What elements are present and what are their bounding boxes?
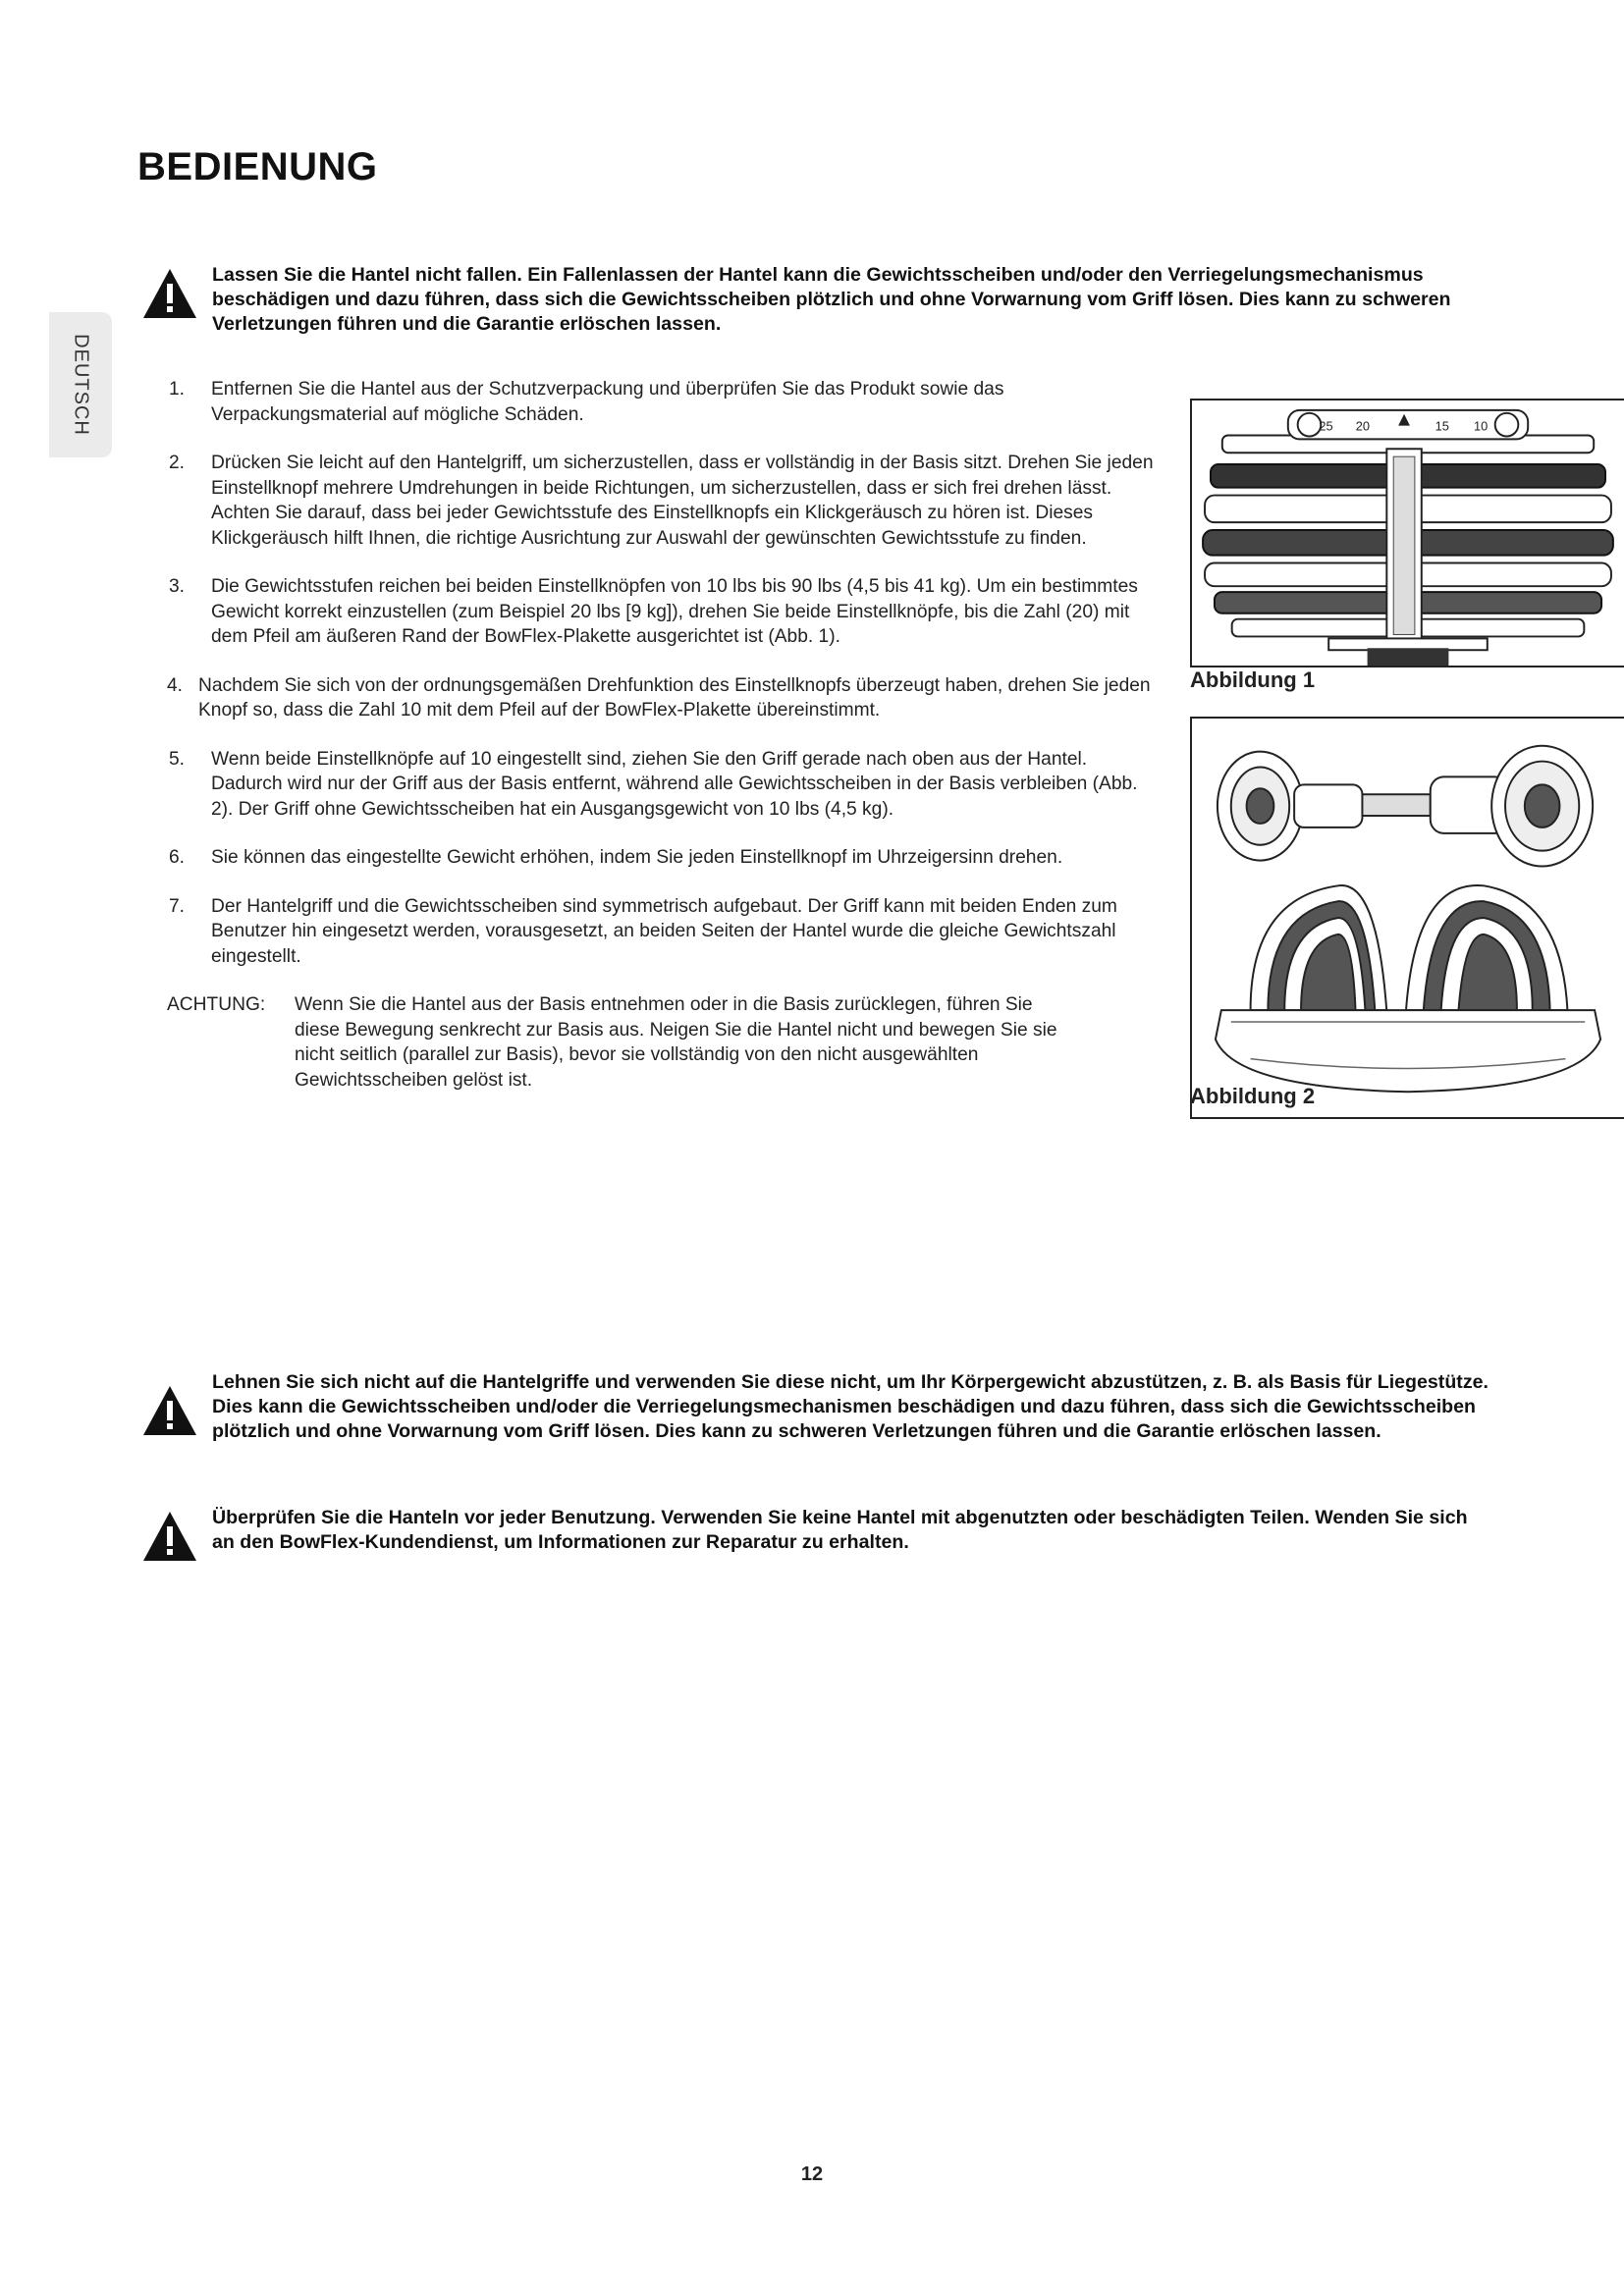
figure-2-image xyxy=(1190,717,1624,1119)
step-text: Wenn beide Einstellknöpfe auf 10 eingestellt sind, ziehen Sie den Griff gerade nach oben aus der Hantel. Dadurch wird nur der Griff aus der Basis entfernt, während alle Gewichtsscheiben in der Basis verbleiben (Abb. 2). Der Griff ohne Gewichtsscheiben hat ein Ausgangsgewicht von 10 lbs (4,5 kg). xyxy=(211,748,1138,820)
dial-label: 15 xyxy=(1435,418,1449,434)
step-item xyxy=(167,747,1159,823)
step-number: 3. xyxy=(169,576,186,597)
step-number: 7. xyxy=(169,895,186,917)
dial-label: 20 xyxy=(1355,418,1371,434)
step-item xyxy=(167,673,1159,723)
dumbbell-handle-removal-illustration xyxy=(1192,719,1624,1117)
warning-triangle-icon xyxy=(141,1510,198,1563)
dial-label: 10 xyxy=(1474,418,1489,434)
instruction-steps xyxy=(167,377,1159,1093)
warning-lean xyxy=(137,1370,1492,1444)
warning-drop xyxy=(137,263,1492,337)
step-text: Die Gewichtsstufen reichen bei beiden Einstellknöpfen von 10 lbs bis 90 lbs (4,5 bis 41 kg). Um ein bestimmtes Gewicht korrekt einzustellen (zum Beispiel 20 lbs [9 kg]), drehen Sie beide Einstellknöpfe, bis die Zahl (20) mit dem Pfeil am äußeren Rand der BowFlex-Plakette ausgerichtet ist (Abb. 1). xyxy=(211,576,1138,647)
step-item xyxy=(167,894,1159,970)
step-number: 2. xyxy=(169,453,186,473)
step-item xyxy=(167,451,1159,551)
warning-drop-text: Lassen Sie die Hantel nicht fallen. Ein Fallenlassen der Hantel kann die Gewichtsscheiben und/oder den Verriegelungsmechanismus beschädigen und dazu führen, dass sich die Gewichtsscheiben plötzlich und ohne Vorwarnung vom Griff lösen. Dies kann zu schweren Verletzungen führen und die Garantie erlöschen lassen. xyxy=(212,264,1451,335)
step-item xyxy=(167,845,1159,871)
step-text: Nachdem Sie sich von der ordnungsgemäßen Drehfunktion des Einstellknopfs überzeugt haben, drehen Sie jeden Knopf so, dass die Zahl 10 mit dem Pfeil auf der BowFlex-Plakette übereinstimmt. xyxy=(198,674,1151,721)
step-item xyxy=(167,377,1159,427)
warning-triangle-icon xyxy=(141,1384,198,1437)
step-text: Entfernen Sie die Hantel aus der Schutzverpackung und überprüfen Sie das Produkt sowie das Verpackungsmaterial auf mögliche Schäden. xyxy=(211,379,1004,425)
step-number: 5. xyxy=(169,748,186,770)
caution-label: ACHTUNG: xyxy=(167,994,266,1015)
step-item xyxy=(167,574,1159,650)
dumbbell-front-view-illustration xyxy=(1192,400,1624,666)
page-number: 12 xyxy=(800,2163,824,2185)
page-title: BEDIENUNG xyxy=(137,145,378,188)
step-text: Sie können das eingestellte Gewicht erhöhen, indem Sie jeden Einstellknopf im Uhrzeigersinn drehen. xyxy=(211,847,1063,868)
figure-2-caption: Abbildung 2 xyxy=(1190,1084,1316,1108)
dial-label: 25 xyxy=(1319,418,1333,434)
step-text: Drücken Sie leicht auf den Hantelgriff, um sicherzustellen, dass er vollständig in der Basis sitzt. Drehen Sie jeden Einstellknopf mehrere Umdrehungen in beide Richtungen, um sicherzustellen, dass er sich frei drehen lässt. Achten Sie darauf, dass bei jeder Gewichtsstufe des Einstellknopfs ein Klickgeräusch zu hören ist. Dieses Klickgeräusch hilft Ihnen, die richtige Ausrichtung zur Auswahl der gewünschten Gewichtsstufe zu finden. xyxy=(211,453,1154,549)
figure-1-image xyxy=(1190,399,1624,667)
warning-lean-text: Lehnen Sie sich nicht auf die Hantelgriffe und verwenden Sie diese nicht, um Ihr Körpergewicht abzustützen, z. B. als Basis für Liegestütze. Dies kann die Gewichtsscheiben und/oder die Verriegelungsmechanismen beschädigen und dazu führen, dass sich die Gewichtsscheiben plötzlich und ohne Vorwarnung vom Griff lösen. Dies kann zu schweren Verletzungen führen und die Garantie erlöschen lassen. xyxy=(212,1371,1489,1442)
warning-inspect xyxy=(137,1506,1492,1555)
caution-note xyxy=(167,992,1159,1093)
side-tab-label: DEUTSCH xyxy=(70,334,92,436)
step-text: Der Hantelgriff und die Gewichtsscheiben sind symmetrisch aufgebaut. Der Griff kann mit beiden Enden zum Benutzer hin eingesetzt werden, vorausgesetzt, an beiden Seiten der Hantel wurde die gleiche Gewichtszahl eingestellt. xyxy=(211,895,1117,967)
caution-text: Wenn Sie die Hantel aus der Basis entnehmen oder in die Basis zurücklegen, führen Sie diese Bewegung senkrecht zur Basis aus. Neigen Sie die Hantel nicht und bewegen Sie sie nicht seitlich (parallel zur Basis), bevor sie vollständig von den nicht ausgewählten Gewichtsscheiben gelöst ist. xyxy=(295,994,1057,1091)
figure-1-caption: Abbildung 1 xyxy=(1190,667,1316,692)
step-number: 6. xyxy=(169,847,186,868)
warning-inspect-text: Überprüfen Sie die Hanteln vor jeder Benutzung. Verwenden Sie keine Hantel mit abgenutzten oder beschädigten Teilen. Wenden Sie sich an den BowFlex-Kundendienst, um Informationen zur Reparatur zu erhalten. xyxy=(212,1507,1468,1553)
language-side-tab xyxy=(49,312,112,457)
step-number: 1. xyxy=(169,379,186,400)
step-number: 4. xyxy=(167,674,184,696)
warning-triangle-icon xyxy=(141,267,198,320)
